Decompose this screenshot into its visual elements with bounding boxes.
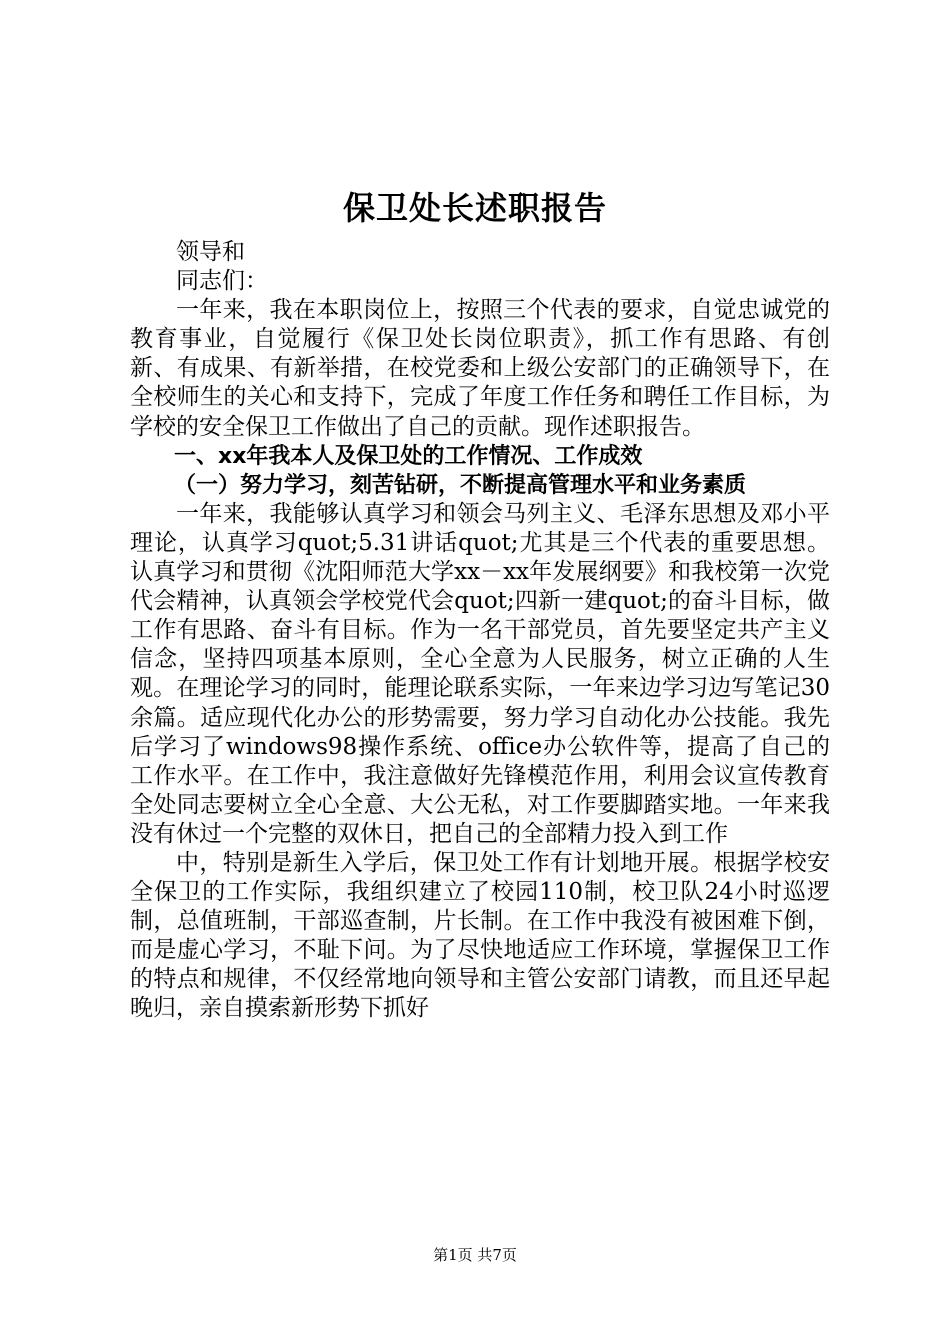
intro-paragraph: 一年来，我在本职岗位上，按照三个代表的要求，自觉忠诚党的教育事业，自觉履行《保卫处长岗位职责》，抓工作有思路、有创新、有成果、有新举措，在校党委和上级公安部门的正确领导下，在全校师生的关心和支持下，完成了年度工作任务和聘任工作目标，为学校的安全保卫工作做出了自己的贡献。现作述职报告。: [130, 297, 830, 440]
section-heading: 一、xx年我本人及保卫处的工作情况、工作成效: [174, 443, 643, 469]
page-footer: 第1页 共7页: [433, 1246, 517, 1264]
work-paragraph: 中，特别是新生入学后，保卫处工作有计划地开展。根据学校安全保卫的工作实际，我组织建立了校园110制，校卫队24小时巡逻制，总值班制，干部巡查制，片长制。在工作中我没有被困难下倒，而是虚心学习，不耻下问。为了尽快地适应工作环境，掌握保卫工作的特点和规律，不仅经常地向领导和主管公安部门请教，而且还早起晚归，亲自摸索新形势下抓好: [130, 849, 830, 1022]
greeting-line-2: 同志们：: [176, 268, 268, 295]
study-paragraph: 一年来，我能够认真学习和领会马列主义、毛泽东思想及邓小平理论，认真学习quot;5.31讲话quot;尤其是三个代表的重要思想。认真学习和贯彻《沈阳师范大学xx－xx年发展纲要》和我校第一次党代会精神，认真领会学校党代会quot;四新一建quot;的奋斗目标，做工作有思路、奋斗有目标。作为一名干部党员，首先要坚定共产主义信念，坚持四项基本原则，全心全意为人民服务，树立正确的人生观。在理论学习的同时，能理论联系实际，一年来边学习边写笔记30余篇。适应现代化办公的形势需要，努力学习自动化办公技能。我先后学习了windows98操作系统、office办公软件等，提高了自己的工作水平。在工作中，我注意做好先锋模范作用，利用会议宣传教育全处同志要树立全心全意、大公无私，对工作要脚踏实地。一年来我没有休过一个完整的双休日，把自己的全部精力投入到工作: [130, 500, 830, 847]
document-title: 保卫处长述职报告: [342, 189, 607, 227]
subsection-heading: （一）努力学习，刻苦钻研，不断提高管理水平和业务素质: [174, 472, 747, 498]
document-body: [130, 238, 830, 1024]
greeting-line-1: 领导和: [176, 239, 245, 265]
